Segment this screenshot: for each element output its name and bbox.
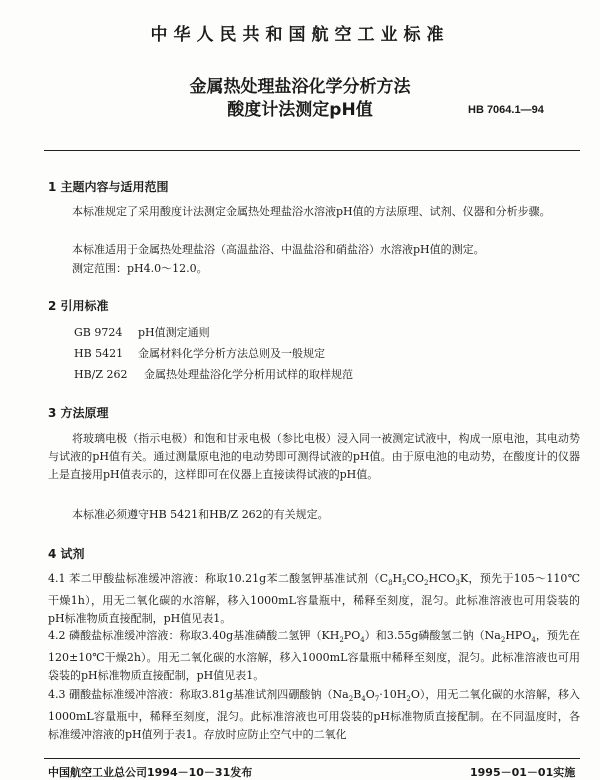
- section-1-paragraph-3: 测定范围：pH4.0～12.0。: [72, 262, 208, 275]
- reference-title: 金属材料化学分析方法总则及一般规定: [138, 347, 325, 360]
- section-1-heading: 1 主题内容与适用范围: [48, 180, 169, 194]
- reference-item: [74, 324, 210, 340]
- section-3-paragraph-2: 本标准必须遵守HB 5421和HB/Z 262的有关规定。: [72, 508, 329, 521]
- section-1-paragraph-2: 本标准适用于金属热处理盐浴（高温盐浴、中温盐浴和硝盐浴）水溶液pH值的测定。: [72, 243, 485, 256]
- document-title-line2: 酸度计法测定pH值: [227, 100, 373, 120]
- reference-code: HB 5421: [74, 347, 124, 360]
- reference-code: HB/Z 262: [74, 368, 128, 381]
- section-4-heading: 4 试剂: [48, 547, 85, 561]
- section-2-heading: 2 引用标准: [48, 299, 109, 313]
- reagent-4-2: 4.2 磷酸盐标准缓冲溶液：称取3.40g基准磷酸二氢钾$(KH_2PO_4)$和3.55g磷酸氢二钠（$Na_2HPO_4$，预先在120±10℃干燥2h）。用无二氧化碳的水溶解，移入1000mL容量瓶中稀释至刻度，混匀。此标准溶液也可用袋装的pH标准物质直接配制，pH值见表1。: [48, 629, 580, 683]
- reference-item: [74, 345, 325, 361]
- title-divider: [44, 150, 580, 151]
- standard-number: HB 7064.1—94: [468, 104, 544, 116]
- reference-code: GB 9724: [74, 326, 123, 339]
- document-title-line1: 金属热处理盐浴化学分析方法: [189, 77, 411, 97]
- footer-divider: [44, 758, 580, 759]
- standard-category-header: 中华人民共和国航空工业标准: [150, 25, 450, 45]
- implementation-date: 1995－01－01实施: [470, 766, 576, 779]
- section-3-heading: 3 方法原理: [48, 406, 109, 420]
- reference-item: [74, 366, 353, 382]
- reagent-4-3: 4.3 硼酸盐标准缓冲溶液：称取3.81g基准试剂四硼酸钠$(Na_2B_4O_7\cdot 10H_2O)$，用无二氧化碳的水溶解，移入1000mL容量瓶中，稀释至刻度，混匀。此标准溶液也可用袋装的pH标准物质直接配制。在不同温度时，各标准缓冲溶液的pH值列于表1。存放时应防止空气中的二氧化: [48, 688, 580, 742]
- issue-date: 中国航空工业总公司1994－10－31发布: [48, 766, 253, 779]
- reference-title: 金属热处理盐浴化学分析用试样的取样规范: [144, 368, 353, 381]
- section-1-paragraph-1: 本标准规定了采用酸度计法测定金属热处理盐浴水溶液pH值的方法原理、试剂、仪器和分析步骤。: [72, 205, 551, 218]
- reagent-4-1: 4.1 苯二甲酸盐标准缓冲溶液：称取10.21g苯二酸氢钾基准试剂（$C_8H_5CO_2HCO_3K$，预先于105～110℃干燥1h），用无二氧化碳的水溶解，移入1000mL容量瓶中，稀释至刻度，混匀。此标准溶液也可用袋装的pH标准物质直接配制，pH值见表1。: [48, 572, 581, 626]
- section-3-paragraph-1: 将玻璃电极（指示电极）和饱和甘汞电极（参比电极）浸入同一被测定试液中，构成一原电池，其电动势与试液的pH值有关。通过测量原电池的电动势即可测得试液的pH值。由于原电池的电动势，在酸度计的仪器上是直接用pH值表示的，这样即可在仪器上直接读得试液的pH值。: [48, 432, 580, 481]
- reference-title: pH值测定通则: [138, 326, 210, 339]
